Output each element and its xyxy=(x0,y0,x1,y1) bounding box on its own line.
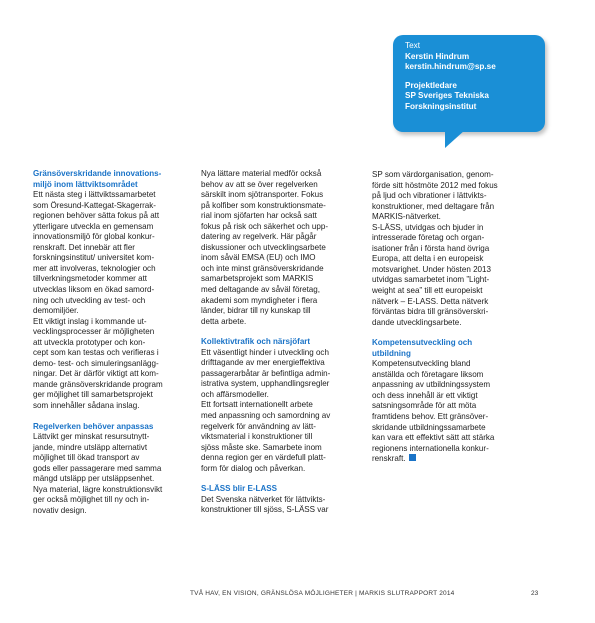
contact-bubble xyxy=(393,35,545,132)
body-text-line: framtidens behov. Ett gränsöver- xyxy=(372,412,489,422)
body-text-line: anställda och företagare liksom xyxy=(372,369,484,379)
body-text-line: regelverk för användning av lätt- xyxy=(201,421,316,431)
body-text-line: och affärsmodeller. xyxy=(201,389,269,399)
body-text-line: weight at sea” till ett europeiskt xyxy=(372,286,483,296)
body-text-line: med deltagande av såväl företag, xyxy=(201,285,320,295)
body-text-line: MARKIS-nätverket. xyxy=(372,212,441,222)
body-text-line: demomiljöer. xyxy=(33,306,79,316)
body-text-line: behov av att se över regelverken xyxy=(201,179,318,189)
end-of-article-mark xyxy=(409,454,416,461)
page-footer: TVÅ HAV, EN VISION, GRÄNSLÖSA MÖJLIGHETER | MARKIS SLUTRAPPORT 2014 xyxy=(190,590,455,597)
body-text-line: ger möjlighet till samarbetsprojekt xyxy=(33,390,153,400)
body-text-line: regionen behöver sätta fokus på att xyxy=(33,211,160,221)
body-text-line: renskraft. Det innebär att fler xyxy=(33,242,135,252)
body-text-line: ger också möjlighet till ny och in- xyxy=(33,495,150,505)
body-text-line: passagerarbåtar är befintliga admin- xyxy=(201,368,331,378)
section-heading-line: Kollektivtrafik och närsjöfart xyxy=(201,337,311,347)
body-text-line: renskraft. xyxy=(372,454,539,465)
body-text-line: Ett väsentligt hinder i utveckling och xyxy=(201,347,329,357)
page-number: 23 xyxy=(531,590,539,597)
body-text-line: viktsmaterial i konstruktioner till xyxy=(201,432,313,442)
contact-role-3: Forskningsinstitut xyxy=(405,101,477,111)
body-text-line: Lättvikt ger minskat resursutnytt- xyxy=(33,432,150,442)
body-text-line: mer att involveras, teknologier och xyxy=(33,263,156,273)
body-text-line: regionens internationella konkur- xyxy=(372,443,489,453)
body-text-line: Ett fortsatt internationellt arbete xyxy=(201,400,313,410)
column-1 xyxy=(33,169,200,517)
column-2 xyxy=(201,169,368,516)
body-text-line: gods eller passagerare med samma xyxy=(33,463,162,473)
body-text-line: nätverk – E-LASS. Detta nätverk xyxy=(372,296,489,306)
body-text-line: på kolfiber som konstruktionsmate- xyxy=(201,200,326,210)
bubble-tail xyxy=(445,130,465,148)
body-text-line: istrativa system, upphandlingsregler xyxy=(201,379,330,389)
body-text-line: sjöss måste ske. Samarbete inom xyxy=(201,442,322,452)
section-heading-line: Regelverken behöver anpassas xyxy=(33,421,154,431)
body-text-line: Ett nästa steg i lättviktssamarbetet xyxy=(33,190,156,200)
body-text-line: på ljud och vibrationer i lättvikts- xyxy=(372,191,487,201)
section-heading-line: Kompetensutveckling och xyxy=(372,338,473,348)
body-text-line: form för dialog och påverkan. xyxy=(201,463,306,473)
body-text-line: motsvarighet. Under hösten 2013 xyxy=(372,264,491,274)
body-text-line: kan vara ett effektivt sätt att stärka xyxy=(372,433,495,443)
body-text-line: Kompetensutveckling bland xyxy=(372,359,471,369)
body-text-line: Nya material, lägre konstruktionsvikt xyxy=(33,484,163,494)
section-heading-line: Gränsöverskridande innovations- xyxy=(33,169,162,178)
body-text-line: som innehåller sådana inslag. xyxy=(33,401,140,411)
body-text-line: isationer från i första hand övriga xyxy=(372,243,490,253)
body-text-line: förde sitt höstmöte 2012 med fokus xyxy=(372,180,498,190)
body-text-line: forskningsinstitut/ universitet kom- xyxy=(33,253,155,263)
body-text-line: förväntas bidra till gränsöverskri- xyxy=(372,307,489,317)
body-text-line: demo- test- och simuleringsanlägg- xyxy=(33,358,159,368)
contact-email: kerstin.hindrum@sp.se xyxy=(405,62,496,72)
body-text-line: cept som kan testas och verifieras i xyxy=(33,348,159,358)
contact-name: Kerstin Hindrum xyxy=(405,51,470,61)
body-text-line: utvidgas samarbetet inom ”Light- xyxy=(372,275,490,285)
body-text-line: som Öresund-Kattegat-Skagerrak- xyxy=(33,200,156,210)
contact-role-1: Projektledare xyxy=(405,80,457,90)
body-text-line: diskussioner och utvecklingsarbete xyxy=(201,242,326,252)
body-text-line: akademi som myndigheter i flera xyxy=(201,295,318,305)
body-text-line: att utveckla prototyper och kon- xyxy=(33,337,146,347)
body-text-line: inom såväl EMSA (EU) och IMO xyxy=(201,253,316,263)
body-text-line: innovationsmiljö för global konkur- xyxy=(33,232,155,242)
body-text-line: konstruktioner till sjöss, S-LÄSS var xyxy=(201,505,329,515)
body-text-line: fokus på risk och säkerhet och upp- xyxy=(201,221,329,231)
body-text-line: novativ design. xyxy=(33,505,87,515)
body-text-line: utvecklas liksom en ökad samord- xyxy=(33,285,155,295)
body-text-line: tillverkningsmetoder kommer att xyxy=(33,274,148,284)
body-text-line: möjlighet till ökad transport av xyxy=(33,453,140,463)
body-text-line: Europa, att delta i en europeisk xyxy=(372,254,484,264)
body-text-line: konstruktioner, med deltagare från xyxy=(372,201,495,211)
body-text-line: mängd utsläpp per utsläppsenhet. xyxy=(33,474,155,484)
section-heading-line: S-LÄSS blir E-LASS xyxy=(201,484,278,494)
body-text-line: dande utvecklingsarbete. xyxy=(372,317,462,327)
body-text-line: särskilt inom sjötransporter. Fokus xyxy=(201,190,324,200)
body-text-line: Det Svenska nätverket för lättvikts- xyxy=(201,494,326,504)
column-3 xyxy=(372,170,539,465)
body-text-line: med anpassning och samordning av xyxy=(201,411,331,421)
section-heading-line: utbildning xyxy=(372,348,411,358)
body-text-line: denna region ger en värdefull platt- xyxy=(201,453,326,463)
body-text-line: Nya lättare material medför också xyxy=(201,169,322,178)
body-text-line: satsningsområde för att möta xyxy=(372,401,477,411)
body-text-line: samarbetsprojekt som MARKIS xyxy=(201,274,314,284)
body-text-line: och dess innehåll är ett viktigt xyxy=(372,390,478,400)
body-text-line: ningar. Det är därför viktigt att kom- xyxy=(33,369,159,379)
body-text-line: detta arbete. xyxy=(201,316,247,326)
body-text-line: anpassning av utbildningssystem xyxy=(372,380,491,390)
body-text-line: datering av regelverk. Här pågår xyxy=(201,232,317,242)
body-text-line: vecklingsprocesser är möjligheten xyxy=(33,327,155,337)
body-text-line: ytterligare utveckla en gemensam xyxy=(33,221,154,231)
body-text-line: intresserade företag och organ- xyxy=(372,233,485,243)
body-text-line: ning och utveckling av test- och xyxy=(33,295,146,305)
body-text-line: och inte minst gränsöverskridande xyxy=(201,263,324,273)
contact-label: Text xyxy=(405,41,421,50)
body-text-line: S-LÄSS, utvidgas och bjuder in xyxy=(372,222,484,232)
body-text-line: drifttagande av mer energieffektiva xyxy=(201,358,325,368)
body-text-line: SP som värdorganisation, genom- xyxy=(372,170,494,179)
section-heading-line: miljö inom lättviktsområdet xyxy=(33,179,138,189)
body-text-line: Ett viktigt inslag i kommande ut- xyxy=(33,316,147,326)
body-text-line: skridande utbildningssamarbete xyxy=(372,422,486,432)
body-text-line: jande, mindre utsläpp alternativt xyxy=(33,442,148,452)
body-text-line: rial inom sjöfarten har också satt xyxy=(201,211,317,221)
body-text-line: mande gränsöverskridande program xyxy=(33,379,163,389)
body-text-line: länder, bidrar till ny kunskap till xyxy=(201,306,311,316)
contact-role-2: SP Sveriges Tekniska xyxy=(405,91,489,101)
